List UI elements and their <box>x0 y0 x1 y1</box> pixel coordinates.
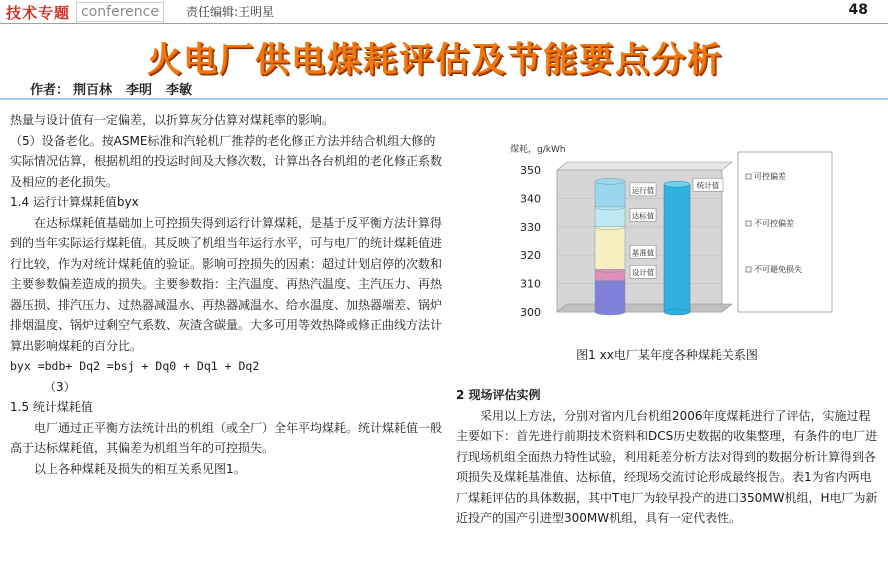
legend-swatch <box>746 267 751 272</box>
paragraph: 在达标煤耗值基础加上可控损失得到运行计算煤耗，是基于反平衡方法计算得到的当年实际运行煤耗值。其反映了机组当年运行水平，可与电厂的统计煤耗值进行比较，作为对统计煤耗值的验证。影响可控损失的因素：超过计划启停的次数和主要参数偏差造成的损失。主要参数指：主汽温度、再热汽温度、主汽压力、再热器压损、排汽压力、过热器减温水、再热器减温水、给水温度、加热器端差、锅炉排烟温度、锅炉过剩空气系数、灰渣含碳量。大多可用等效热降或修正曲线方法计算出影响煤耗的百分比。 <box>10 215 443 353</box>
legend-entry: 不可避免损失 <box>754 265 802 274</box>
stack-label: 基准值 <box>631 248 655 258</box>
section-tag-label: 技术专题 <box>6 3 71 22</box>
right-column <box>456 385 881 529</box>
stat-bar <box>664 184 690 312</box>
editor-credit: 责任编辑:王明星 <box>186 5 275 19</box>
author-name: 荆百林 <box>73 83 113 98</box>
stack-base <box>595 309 625 315</box>
conference-tag: conference <box>76 2 164 22</box>
figure-1-chart <box>462 138 872 338</box>
page-number: 48 <box>848 2 868 18</box>
stack-segment <box>595 227 625 270</box>
author-name: 李敏 <box>166 83 193 98</box>
stat-label: 统计值 <box>696 181 720 191</box>
article-title: 火电厂供电煤耗评估及节能要点分析 <box>147 40 723 80</box>
stack-segment <box>595 181 625 207</box>
stat-bar-cap <box>664 181 690 187</box>
author-line <box>30 79 206 98</box>
stack-label: 设计值 <box>631 268 655 278</box>
y-tick-label: 310 <box>520 277 541 291</box>
paragraph: 采用以上方法，分别对省内几台机组2006年度煤耗进行了评估，实施过程主要如下：首先进行前期技术资料和DCS历史数据的收集整理，有条件的电厂进行现场机组全面热力特性试验，利用耗差分析方法对得到的数据分析计算得到各项损失及煤耗基准值、达标值，经现场交流讨论形成最终报告。表1为省内两电厂煤耗评估的具体数据，其中T电厂为较早投产的进口350MW机组，H电厂为新近投产的国产引进型300MW机组，具有一定代表性。 <box>456 408 878 525</box>
left-column <box>10 110 442 479</box>
author-divider <box>0 98 888 100</box>
stat-bar-base <box>664 309 690 315</box>
chart-top-edge <box>557 162 732 170</box>
section-heading: 2 现场评估实例 <box>456 388 541 402</box>
legend-entry: 可控偏差 <box>754 172 786 181</box>
author-name: 李明 <box>126 83 153 98</box>
stack-label: 运行值 <box>631 185 655 195</box>
subsection-heading: 1.5 统计煤耗值 <box>10 400 93 414</box>
legend-swatch <box>746 174 751 179</box>
formula: byx =bdb+ Dq2 =bsj + Dq0 + Dq1 + Dq2 <box>10 359 260 373</box>
legend-swatch <box>746 221 751 226</box>
y-tick-label: 330 <box>520 220 541 234</box>
segment-cap <box>595 178 625 184</box>
header-divider <box>0 23 888 24</box>
author-prefix: 作者： <box>30 83 70 98</box>
y-tick-label: 350 <box>520 164 541 177</box>
paragraph: 电厂通过正平衡方法统计出的机组（或全厂）全年平均煤耗。统计煤耗值一般高于达标煤耗值，其偏差为机组当年的可控损失。 <box>10 420 443 455</box>
paragraph: 热量与设计值有一定偏差，以折算灰分估算对煤耗率的影响。 <box>10 113 335 127</box>
y-tick-label: 340 <box>520 192 541 206</box>
figure-caption: 图1 xx电厂某年度各种煤耗关系图 <box>576 348 758 362</box>
stack-segment <box>595 281 625 312</box>
y-axis-label: 煤耗，g/kWh <box>510 145 566 155</box>
paragraph: 以上各种煤耗及损失的相互关系见图1。 <box>34 461 246 476</box>
paragraph: （5）设备老化。按ASME标准和汽轮机厂推荐的老化修正方法并结合机组大修的实际情况估算，根据机组的投运时间及大修次数，计算出各台机组的老化修正系数及相应的老化损失。 <box>10 133 443 189</box>
chart-svg <box>462 138 872 338</box>
stack-label: 达标值 <box>631 211 655 221</box>
legend-entry: 不可控偏差 <box>754 219 794 228</box>
y-tick-label: 300 <box>520 306 541 319</box>
section-tag <box>6 1 164 23</box>
subsection-heading: 1.4 运行计算煤耗值byx <box>10 195 139 209</box>
y-tick-label: 320 <box>520 249 541 263</box>
chart-floor <box>557 304 732 312</box>
formula-number: （3） <box>44 379 76 394</box>
